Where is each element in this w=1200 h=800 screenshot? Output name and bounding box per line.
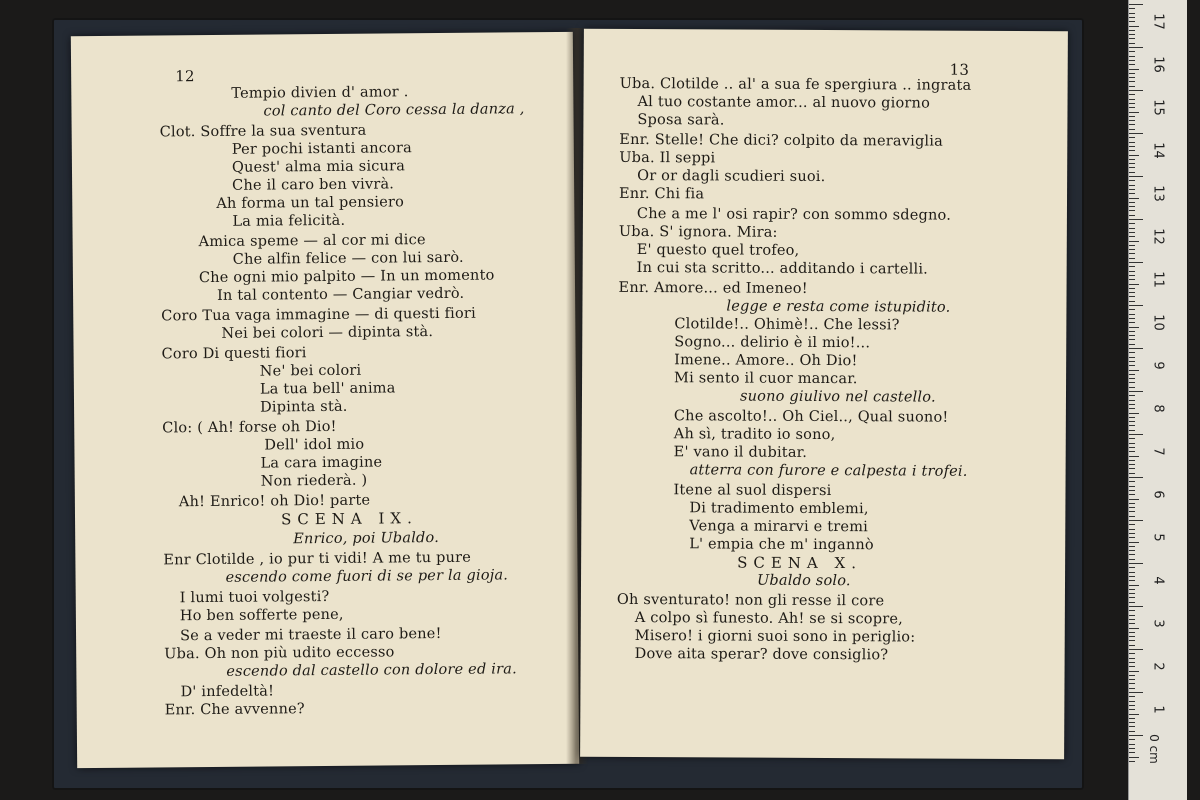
ruler-tick (1129, 198, 1139, 199)
ruler-tick (1129, 370, 1139, 371)
text-line: Coro Di questi fiori (161, 345, 307, 363)
ruler-label: 7 (1150, 447, 1166, 456)
ruler-tick (1129, 124, 1135, 125)
ruler-tick (1129, 494, 1135, 495)
ruler-tick (1129, 400, 1135, 401)
ruler-tick (1129, 262, 1143, 263)
ruler-tick (1129, 374, 1135, 375)
ruler-tick (1129, 696, 1135, 697)
ruler-tick (1129, 653, 1135, 654)
ruler-tick (1129, 112, 1139, 113)
ruler-unit-label: 0 cm (1146, 734, 1161, 764)
ruler-tick (1129, 477, 1143, 478)
stage-direction: Enrico, poi Ubaldo. (293, 530, 440, 548)
text-line: Che a me l' osi rapir? con sommo sdegno. (636, 206, 952, 224)
scene-heading: SCENA IX. (280, 509, 418, 529)
ruler-tick (1129, 327, 1139, 328)
text-line: Al tuo costante amor... al nuovo giorno (637, 94, 931, 112)
ruler-tick (1129, 73, 1135, 74)
ruler-tick (1129, 253, 1135, 254)
ruler-tick (1129, 516, 1135, 517)
ruler-label: 1 (1150, 705, 1166, 714)
ruler-tick (1129, 301, 1135, 302)
ruler-tick (1129, 662, 1135, 663)
text-line: Enr Clotilde , io pur ti vidi! A me tu pure (163, 549, 472, 569)
text-line: Dell' idol mio (264, 436, 365, 454)
ruler-tick (1129, 632, 1135, 633)
ruler-tick (1129, 296, 1135, 297)
text-line: E' questo quel trofeo, (636, 242, 800, 259)
text-line: La tua bell' anima (259, 380, 396, 398)
ruler-tick (1129, 206, 1135, 207)
ruler-tick (1129, 202, 1135, 203)
text-line: La mia felicità. (232, 212, 346, 230)
scene-heading: SCENA X. (737, 553, 863, 573)
stage-direction: atterra con furore e calpesta i trofei. (689, 462, 968, 480)
ruler-tick (1129, 120, 1135, 121)
text-line: Venga a mirarvi e tremi (689, 518, 869, 536)
ruler-label: 3 (1150, 619, 1166, 628)
text-line: In tal contento — Cangiar vedrò. (217, 285, 465, 304)
ruler-tick (1129, 636, 1135, 637)
ruler-tick (1129, 606, 1143, 607)
ruler-label: 15 (1150, 99, 1166, 116)
ruler-tick (1129, 572, 1135, 573)
ruler-tick (1129, 352, 1135, 353)
ruler-tick (1129, 378, 1135, 379)
ruler-tick (1129, 77, 1135, 78)
page-number: 13 (949, 60, 970, 79)
ruler-tick (1129, 232, 1135, 233)
ruler-tick (1129, 580, 1135, 581)
ruler-tick (1129, 391, 1143, 392)
ruler-label: 17 (1150, 13, 1166, 30)
ruler-tick (1129, 722, 1135, 723)
text-line: Imene.. Amore.. Oh Dio! (674, 352, 858, 370)
ruler-label: 4 (1150, 576, 1166, 585)
ruler-tick (1129, 249, 1135, 250)
ruler-tick (1129, 172, 1135, 173)
ruler-tick (1129, 623, 1135, 624)
ruler-tick (1129, 185, 1135, 186)
ruler-tick (1129, 425, 1135, 426)
ruler-tick (1129, 683, 1135, 684)
ruler-tick (1129, 524, 1135, 525)
ruler-tick (1129, 318, 1135, 319)
ruler-tick (1129, 701, 1135, 702)
ruler-tick (1129, 129, 1135, 130)
ruler-tick (1129, 735, 1143, 736)
ruler-tick (1129, 597, 1135, 598)
ruler-tick (1129, 503, 1135, 504)
ruler-tick (1129, 413, 1139, 414)
ruler-tick (1129, 21, 1135, 22)
ruler-tick (1129, 314, 1135, 315)
ruler-tick (1129, 395, 1135, 396)
text-line: Che ascolto!.. Oh Ciel.., Qual suono! (673, 408, 949, 426)
ruler-tick (1129, 563, 1143, 564)
ruler-tick (1129, 64, 1135, 65)
ruler-tick (1129, 709, 1135, 710)
ruler-tick (1129, 47, 1143, 48)
ruler-tick (1129, 610, 1135, 611)
ruler-tick (1129, 163, 1135, 164)
ruler-tick (1129, 748, 1135, 749)
text-line: Ne' bei colori (259, 362, 362, 380)
ruler-tick (1129, 757, 1139, 758)
ruler-tick (1129, 331, 1135, 332)
ruler-tick (1129, 223, 1135, 224)
ruler-tick (1129, 752, 1135, 753)
ruler-tick (1129, 382, 1135, 383)
ruler-tick (1129, 137, 1135, 138)
text-line: Uba. S' ignora. Mira: (618, 223, 778, 241)
ruler-tick (1129, 99, 1135, 100)
ruler-tick (1129, 266, 1135, 267)
ruler-tick (1129, 718, 1135, 719)
ruler-label: 14 (1150, 142, 1166, 159)
text-line: Che alfin felice — con lui sarò. (232, 249, 464, 268)
ruler-label: 16 (1150, 56, 1166, 73)
left-page (71, 32, 579, 768)
text-line: Non riederà. ) (260, 472, 368, 490)
text-line: L' empia che m' ingannò (689, 536, 874, 554)
ruler-tick (1129, 86, 1135, 87)
ruler-tick (1129, 520, 1143, 521)
ruler-tick (1129, 679, 1135, 680)
ruler-tick (1129, 365, 1135, 366)
ruler-tick (1129, 30, 1135, 31)
text-line: E' vano il dubitar. (673, 444, 808, 461)
ruler-tick (1129, 615, 1135, 616)
ruler-tick (1129, 150, 1135, 151)
text-line: Sogno... delirio è il mio!... (674, 334, 871, 352)
ruler-tick (1129, 348, 1143, 349)
text-line: Dipinta stà. (259, 398, 348, 416)
text-line: Ah sì, tradito io sono, (673, 426, 836, 444)
ruler-tick (1129, 486, 1135, 487)
text-line: D' infedeltà! (180, 683, 275, 701)
ruler-tick (1129, 550, 1135, 551)
ruler-tick (1129, 438, 1135, 439)
ruler-tick (1129, 473, 1135, 474)
ruler-tick (1129, 451, 1135, 452)
ruler-tick (1129, 460, 1135, 461)
ruler-tick (1129, 43, 1135, 44)
ruler-tick (1129, 215, 1135, 216)
ruler-tick (1129, 13, 1135, 14)
ruler-label: 9 (1150, 361, 1166, 370)
ruler-tick (1129, 589, 1135, 590)
ruler-tick (1129, 258, 1135, 259)
text-line: Dove aita sperar? dove consiglio? (634, 646, 889, 664)
ruler-tick (1129, 649, 1143, 650)
ruler-tick (1129, 271, 1135, 272)
text-line: Sposa sarà. (637, 112, 725, 129)
stage-direction: suono giulivo nel castello. (739, 388, 936, 406)
ruler-label: 10 (1150, 314, 1166, 331)
ruler-tick (1129, 619, 1135, 620)
ruler-tick (1129, 640, 1135, 641)
text-line: Clotilde!.. Ohimè!.. Che lessi? (674, 316, 900, 334)
ruler-label: 8 (1150, 404, 1166, 413)
ruler-tick (1129, 744, 1135, 745)
text-line: Se a veder mi traeste il caro bene! (179, 625, 442, 645)
ruler-label: 5 (1150, 533, 1166, 542)
ruler-label: 6 (1150, 490, 1166, 499)
ruler-tick (1129, 443, 1135, 444)
text-line: Enr. Stelle! Che dici? colpito da meraviglia (619, 131, 944, 150)
text-line: Uba. Oh non più udito eccesso (164, 644, 395, 663)
text-line: Enr. Chi fia (619, 185, 705, 203)
ruler-tick (1129, 546, 1135, 547)
ruler-tick (1129, 361, 1135, 362)
ruler-tick (1129, 90, 1143, 91)
ruler-tick (1129, 481, 1135, 482)
ruler-tick (1129, 554, 1135, 555)
stage-direction: Ubaldo solo. (756, 572, 851, 590)
ruler-tick (1129, 430, 1135, 431)
text-line: Di tradimento emblemi, (689, 500, 869, 518)
ruler-tick (1129, 567, 1135, 568)
page-number: 12 (175, 67, 195, 86)
ruler-tick (1129, 542, 1139, 543)
ruler-tick (1129, 387, 1135, 388)
ruler-tick (1129, 408, 1135, 409)
text-line: Tempio divien d' amor . (231, 84, 409, 102)
ruler-tick (1129, 189, 1135, 190)
ruler-tick (1129, 245, 1135, 246)
ruler-tick (1129, 533, 1135, 534)
ruler-tick (1129, 499, 1139, 500)
text-line: Oh sventurato! non gli resse il core (616, 591, 885, 610)
ruler-tick (1129, 142, 1135, 143)
ruler-label: 12 (1150, 228, 1166, 245)
text-line: I lumi tuoi volgesti? (179, 588, 330, 607)
ruler-tick (1129, 60, 1135, 61)
text-line: Clo: ( Ah! forse oh Dio! (162, 418, 337, 437)
ruler-tick (1129, 180, 1135, 181)
stage-direction: escendo dal castello con dolore ed ira. (226, 661, 517, 680)
ruler-tick (1129, 292, 1135, 293)
ruler-tick (1129, 666, 1135, 667)
ruler-tick (1129, 241, 1139, 242)
text-line: La cara imagine (260, 454, 383, 472)
ruler-tick (1129, 529, 1135, 530)
text-line: A colpo sì funesto. Ah! se si scopre, (634, 610, 903, 628)
text-line: Coro Tua vaga immagine — di questi fiori (161, 305, 476, 325)
ruler-tick (1129, 671, 1139, 672)
ruler-tick (1129, 468, 1135, 469)
stage-direction: escendo come fuori di se per la gioja. (225, 567, 509, 586)
text-line: Enr. Che avvenne? (164, 701, 305, 719)
ruler-tick (1129, 511, 1135, 512)
ruler-tick (1129, 94, 1135, 95)
text-line: Or or dagli scudieri suoi. (637, 168, 826, 186)
ruler-tick (1129, 279, 1135, 280)
ruler-tick (1129, 357, 1135, 358)
ruler-tick (1129, 210, 1135, 211)
text-line: Per pochi istanti ancora (231, 140, 413, 158)
ruler-tick (1129, 155, 1139, 156)
ruler-tick (1129, 447, 1135, 448)
ruler-tick (1129, 51, 1135, 52)
ruler-tick (1129, 490, 1135, 491)
ruler-tick (1129, 602, 1135, 603)
text-line: Enr. Amore... ed Imeneo! (618, 279, 808, 297)
ruler-tick (1129, 705, 1135, 706)
text-line: Che ogni mio palpito — In un momento (198, 267, 495, 287)
ruler-tick (1129, 585, 1139, 586)
ruler-tick (1129, 133, 1143, 134)
ruler-tick (1129, 559, 1135, 560)
ruler-tick (1129, 275, 1135, 276)
text-line: Ah! Enrico! oh Dio! parte (178, 492, 371, 511)
ruler-tick (1129, 417, 1135, 418)
text-line: Itene al suol dispersi (673, 482, 832, 500)
ruler-tick (1129, 688, 1135, 689)
text-line: In cui sta scritto... additando i cartelli. (636, 260, 929, 278)
ruler-tick (1129, 507, 1135, 508)
text-line: Nei bei colori — dipinta stà. (221, 324, 434, 342)
ruler-tick (1129, 464, 1135, 465)
ruler-tick (1129, 434, 1143, 435)
ruler-tick (1129, 219, 1143, 220)
ruler-tick (1129, 159, 1135, 160)
ruler-tick (1129, 537, 1135, 538)
ruler-tick (1129, 4, 1143, 5)
ruler-tick (1129, 236, 1135, 237)
ruler-tick (1129, 456, 1139, 457)
text-line: Uba. Clotilde .. al' a sua fe spergiura .. ingrata (619, 75, 972, 94)
ruler-tick (1129, 305, 1143, 306)
ruler-tick (1129, 288, 1135, 289)
ruler-tick (1129, 628, 1139, 629)
ruler-tick (1129, 107, 1135, 108)
text-line: Misero! i giorni suoi sono in periglio: (634, 628, 916, 646)
measuring-ruler (1128, 0, 1187, 800)
ruler-tick (1129, 344, 1135, 345)
ruler-tick (1129, 404, 1135, 405)
ruler-tick (1129, 228, 1135, 229)
ruler-tick (1129, 658, 1135, 659)
ruler-tick (1129, 167, 1135, 168)
stage-direction: col canto del Coro cessa la danza , (263, 101, 525, 120)
ruler-label: 2 (1150, 662, 1166, 671)
text-line: Amica speme — al cor mi dice (198, 232, 426, 251)
text-line: Quest' alma mia sicura (231, 158, 406, 176)
ruler-tick (1129, 739, 1135, 740)
ruler-tick (1129, 309, 1135, 310)
ruler-tick (1129, 726, 1135, 727)
ruler-tick (1129, 322, 1135, 323)
right-page (580, 29, 1068, 760)
ruler-tick (1129, 731, 1135, 732)
ruler-tick (1129, 193, 1135, 194)
ruler-tick (1129, 576, 1135, 577)
ruler-tick (1129, 56, 1135, 57)
ruler-tick (1129, 146, 1135, 147)
ruler-tick (1129, 26, 1139, 27)
ruler-tick (1129, 17, 1135, 18)
text-line: Mi sento il cuor mancar. (674, 370, 858, 388)
text-line: Ho ben sofferte pene, (179, 606, 344, 625)
ruler-tick (1129, 675, 1135, 676)
ruler-tick (1129, 339, 1135, 340)
ruler-tick (1129, 645, 1135, 646)
ruler-tick (1129, 116, 1135, 117)
ruler-tick (1129, 8, 1135, 9)
ruler-tick (1129, 69, 1139, 70)
ruler-tick (1129, 38, 1135, 39)
ruler-tick (1129, 335, 1135, 336)
ruler-tick (1129, 714, 1139, 715)
ruler-tick (1129, 34, 1135, 35)
text-line: Clot. Soffre la sua sventura (159, 122, 367, 141)
ruler-tick (1129, 176, 1143, 177)
ruler-label: 11 (1150, 271, 1166, 288)
ruler-tick (1129, 692, 1143, 693)
text-line: Ah forma un tal pensiero (216, 194, 405, 212)
ruler-tick (1129, 593, 1135, 594)
ruler-tick (1129, 421, 1135, 422)
text-line: Uba. Il seppi (619, 149, 716, 167)
stage-direction: legge e resta come istupidito. (726, 298, 951, 316)
ruler-tick (1129, 81, 1135, 82)
ruler-label: 13 (1150, 185, 1166, 202)
ruler-tick (1129, 761, 1135, 762)
text-line: Che il caro ben vivrà. (232, 176, 395, 194)
ruler-tick (1129, 103, 1135, 104)
ruler-tick (1129, 284, 1139, 285)
